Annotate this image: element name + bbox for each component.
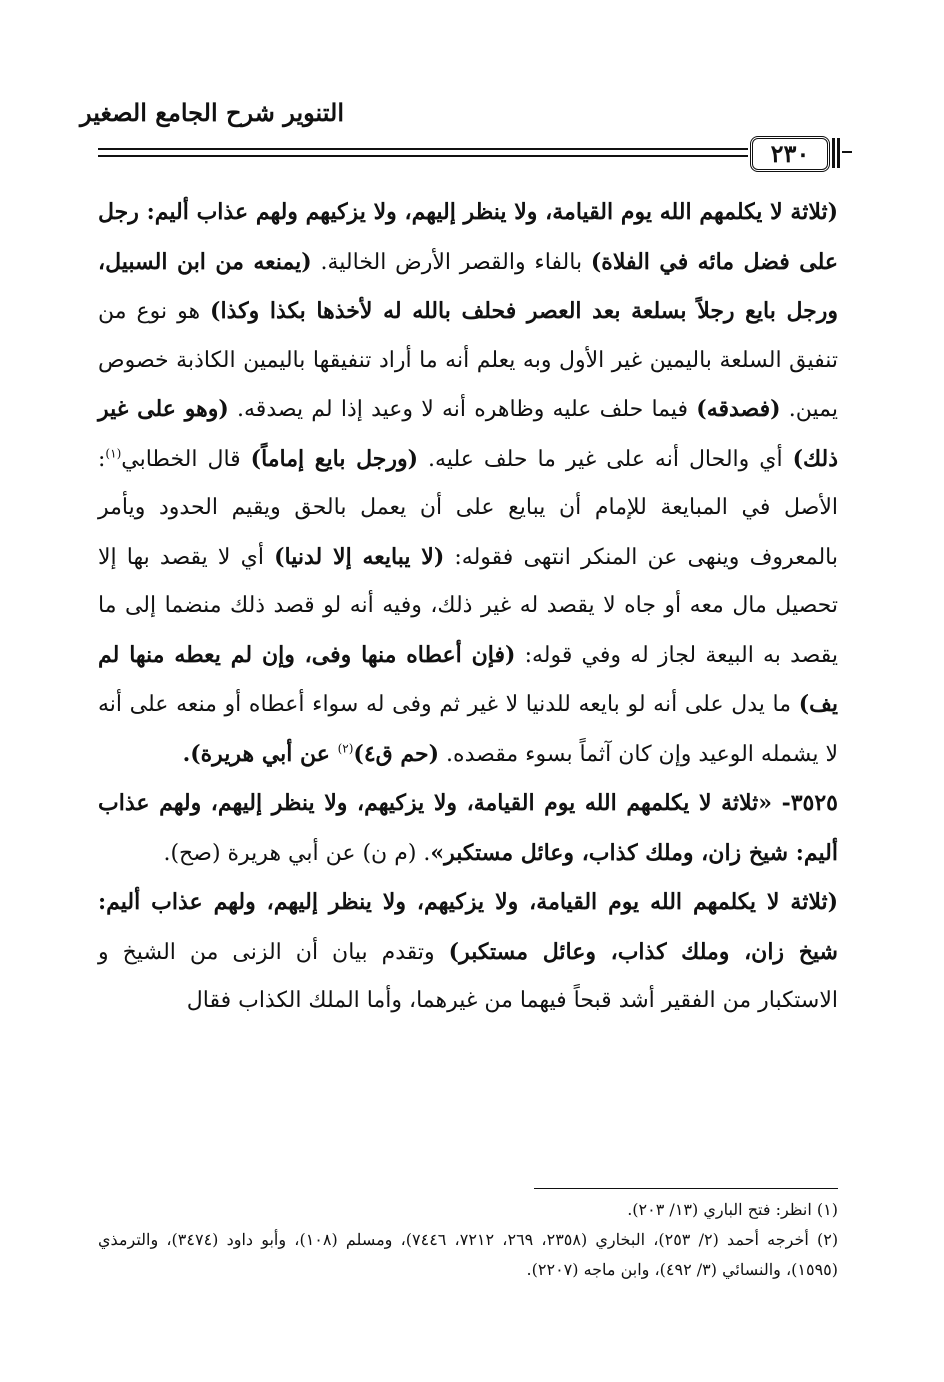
footnote-2: (٢) أخرجه أحمد (٢/ ٢٥٣)، البخاري (٢٣٥٨، ٢٦٩، ٧٢١٢، ٧٤٤٦)، ومسلم (١٠٨)، وأبو داود (٣٤٧٤)، والترمذي (١٥٩٥)، والنسائي (٣/ ٤٩٢)، وابن ماجه (٢٢٠٧). <box>98 1230 839 1279</box>
footnote-1: (١) انظر: فتح الباري (١٣/ ٢٠٣). <box>627 1200 838 1219</box>
footnote-ref-1: (١) <box>105 446 122 461</box>
header-rule-top <box>98 148 748 150</box>
text-run: أي والحال أنه على غير ما حلف عليه. <box>418 446 793 472</box>
bold-phrase: (ثلاثة لا يكلمهم الله يوم القيامة، ولا يزكيهم، ولا ينظر إليهم، ولهم عذاب أليم: شيخ زان، وملك كذاب، وعائل مستكبر) <box>98 889 838 965</box>
bold-phrase: (ثلاثة لا يكلمهم الله يوم القيامة، ولا ينظر إليهم، ولا يزكيهم ولهم عذاب أليم: رجل على فضل مائه في الفلاة) <box>98 199 839 275</box>
footnote-separator <box>534 1188 838 1189</box>
text-run: هو نوع من تنفيق السلعة باليمين غير الأول وبه يعلم أنه ما أراد تنفيقها باليمين الكاذبة خصوص يمين. <box>98 299 838 422</box>
bold-phrase: (ورجل بايع إماماً) <box>250 445 419 472</box>
bold-phrase: (فإن أعطاه منها وفى، وإن لم يعطه منها لم يف) <box>98 641 838 717</box>
paragraph-commentary-2 <box>98 878 838 1026</box>
hadith-entry <box>98 779 838 878</box>
paragraph-commentary-1 <box>98 188 838 779</box>
page-number-bracket <box>832 138 840 168</box>
main-text <box>98 188 838 1026</box>
footnotes <box>98 1195 838 1285</box>
hadith-number: ٣٥٢٥- <box>772 790 838 816</box>
bold-phrase: (فصدقه) <box>696 396 781 422</box>
hadith-text: «ثلاثة لا يكلمهم الله يوم القيامة، ولا يزكيهم، ولا ينظر إليهم، ولهم عذاب أليم: شيخ زان، وملك كذاب، وعائل مستكبر» <box>98 790 838 866</box>
bold-phrase: (لا يبايعه إلا لدنيا) <box>274 543 445 570</box>
text-run: أي لا يقصد بها إلا تحصيل مال معه أو جاه لا يقصد له غير ذلك، وفيه أنه لو قصد ذلك منضما إلى ما يقصد به البيعة لجاز له وفي قوله: <box>98 544 838 668</box>
text-run: قال الخطابي <box>121 446 251 472</box>
text-run: وتقدم بيان أن الزنى من الشيخ و الاستكبار من الفقير أشد قبحاً فيهما من غيرهما، وأما الملك الكذاب فقال <box>98 939 838 1013</box>
page-number: ٢٣٠ <box>750 136 830 172</box>
running-header-title: التنوير شرح الجامع الصغير <box>80 98 344 127</box>
bold-phrase: (وهو على غير ذلك) <box>98 396 839 472</box>
text-run: بالفاء والقصر الأرض الخالية. <box>311 249 591 275</box>
page-number-dash <box>842 151 852 153</box>
text-run: : الأصل في المبايعة للإمام أن يبايع على أن يعمل بالحق ويقيم الحدود ويأمر بالمعروف وينهى عن المنكر انتهى فقوله: <box>98 446 838 570</box>
narrator: عن أبي هريرة). <box>182 740 338 767</box>
footnote-ref-2: (٢) <box>337 741 354 756</box>
bold-phrase: (يمنعه من ابن السبيل، ورجل بايع رجلاً بسلعة بعد العصر فحلف بالله له لأخذها بكذا وكذا) <box>98 248 838 324</box>
header-rule-bottom <box>98 155 748 157</box>
source-siglum: (حم ق٤) <box>353 740 440 767</box>
text-run: ما يدل على أنه لو بايعه للدنيا لا غير ثم وفى له سواء أعطاه أو منعه على أنه لا يشمله الوعيد وإن كان آثماً بسوء مقصده. <box>98 692 838 767</box>
hadith-source: . (م ن) عن أبي هريرة (صح). <box>163 840 431 866</box>
text-run: فيما حلف عليه وظاهره أنه لا وعيد إذا لم يصدقه. <box>228 397 697 422</box>
